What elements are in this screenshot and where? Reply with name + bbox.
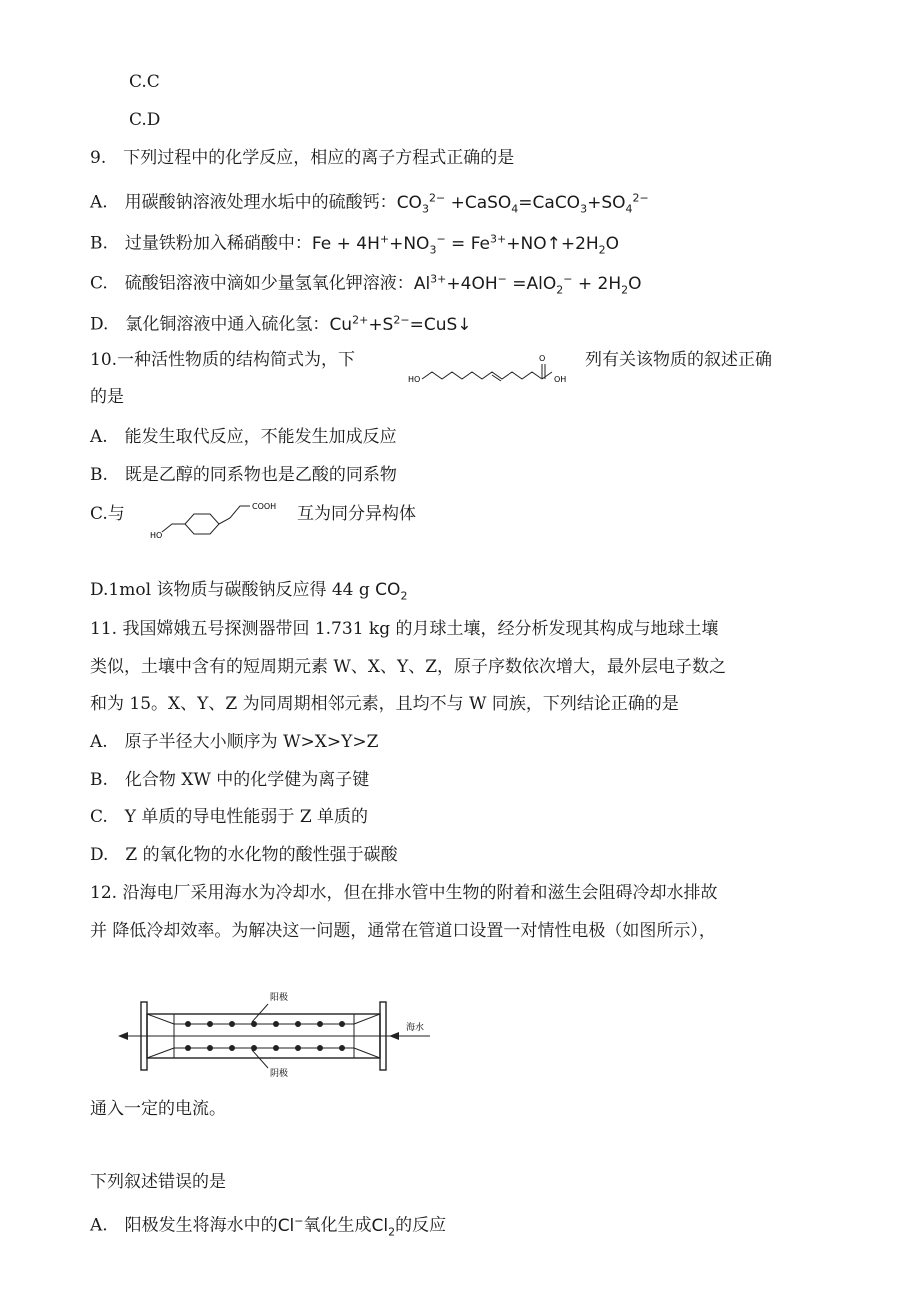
question-12-line-4: 下列叙述错误的是 xyxy=(90,1172,226,1192)
equation-b: $Fe + 4H^++NO_3^-$ = $Fe^{3+}+NO↑+2H_2O$ xyxy=(311,232,620,257)
option-c-text: C. 硫酸铝溶液中滴如少量氢氧化钾溶液： xyxy=(90,273,414,294)
equation-c: $Al^{3+}+4OH^- =AlO_2^- + 2H_2O$ xyxy=(413,272,642,297)
question-9-option-b xyxy=(90,227,619,262)
question-11-line-1: 11. 我国嫦娥五号探测器带回 1.731 kg 的月球土壤，经分析发现其构成与地球土壤 xyxy=(90,619,719,639)
option-a-mid: 氧化生成 xyxy=(303,1215,372,1236)
question-11-option-b: B. 化合物 XW 中的化学健为离子键 xyxy=(90,770,370,790)
question-12-line-3: 通入一定的电流。 xyxy=(90,1099,226,1119)
option-a-pre: A. 阳极发生将海水中的 xyxy=(90,1215,278,1236)
struct2-cooh-label: COOH xyxy=(252,502,277,511)
chlorine-formula: $Cl_2$ xyxy=(371,1215,396,1239)
question-10-option-d xyxy=(90,578,407,608)
question-10-stem-b: 列有关该物质的叙述正确 xyxy=(585,350,772,370)
question-12-option-a xyxy=(90,1209,446,1244)
question-10-option-c-prefix: C.与 xyxy=(90,504,125,524)
equation-d: $Cu^{2+}+S^{2-}=CuS↓$ xyxy=(329,313,472,335)
question-9-option-d xyxy=(90,308,472,337)
question-11-option-d: D. Z 的氧化物的水化物的酸性强于碳酸 xyxy=(90,845,398,865)
option-d-text: D.1mol 该物质与碳酸钠反应得 44 g xyxy=(90,580,376,600)
option-d-text: D. 氯化铜溶液中通入硫化氢： xyxy=(90,314,330,335)
question-11-line-3: 和为 15。X、Y、Z 为同周期相邻元素，且均不与 W 同族，下列结论正确的是 xyxy=(90,694,679,714)
option-a-post: 的反应 xyxy=(395,1215,447,1236)
equation-a: $CO_3^{2-}$ $+CaSO_4=CaCO_3+SO_4^{2-}$ xyxy=(396,191,649,216)
structure-formula-1 xyxy=(408,352,580,390)
question-12-line-2: 并 降低冷却效率。为解决这一问题，通常在管道口设置一对情性电极（如图所示）， xyxy=(90,921,716,941)
question-10-option-c-suffix: 互为同分异构体 xyxy=(297,504,416,524)
option-c: C.C xyxy=(129,72,160,92)
question-10-stem-a: 10.一种活性物质的结构简式为，下 xyxy=(90,350,356,370)
question-11-line-2: 类似，土壤中含有的短周期元素 W、X、Y、Z，原子序数依次增大，最外层电子数之 xyxy=(90,657,727,677)
seawater-label: 海水 xyxy=(406,1023,425,1033)
co2-formula: $CO_2$ xyxy=(375,580,408,603)
option-b-text: B. 过量铁粉加入稀硝酸中： xyxy=(90,233,312,254)
question-10-stem-c: 的是 xyxy=(90,387,124,407)
chloride-ion-formula: Cl− xyxy=(277,1214,304,1236)
structure-formula-2 xyxy=(140,494,292,542)
question-10-option-a: A. 能发生取代反应，不能发生加成反应 xyxy=(90,427,397,447)
struct2-ho-label: HO xyxy=(150,531,163,540)
electrode-pipe-diagram xyxy=(110,984,460,1080)
struct1-oh-label: OH xyxy=(554,375,567,384)
option-d: C.D xyxy=(129,110,161,130)
question-9-stem: 9. 下列过程中的化学反应，相应的离子方程式正确的是 xyxy=(90,148,515,168)
question-9-option-c xyxy=(90,267,642,302)
question-12-line-1: 12. 沿海电厂采用海水为冷却水，但在排水管中生物的附着和滋生会阻碍冷却水排故 xyxy=(90,883,718,903)
question-11-option-c: C. Y 单质的导电性能弱于 Z 单质的 xyxy=(90,807,369,827)
question-11-option-a: A. 原子半径大小顺序为 W>X>Y>Z xyxy=(90,732,379,752)
cathode-label: 阴极 xyxy=(270,1069,289,1079)
question-9-option-a xyxy=(90,186,649,221)
option-a-text: A. 用碳酸钠溶液处理水垢中的硫酸钙： xyxy=(90,192,397,213)
struct1-ho-label: HO xyxy=(408,375,421,384)
struct1-o-label: O xyxy=(539,354,546,363)
anode-label: 阳极 xyxy=(270,993,289,1003)
question-10-option-b: B. 既是乙醇的同系物也是乙酸的同系物 xyxy=(90,465,397,485)
